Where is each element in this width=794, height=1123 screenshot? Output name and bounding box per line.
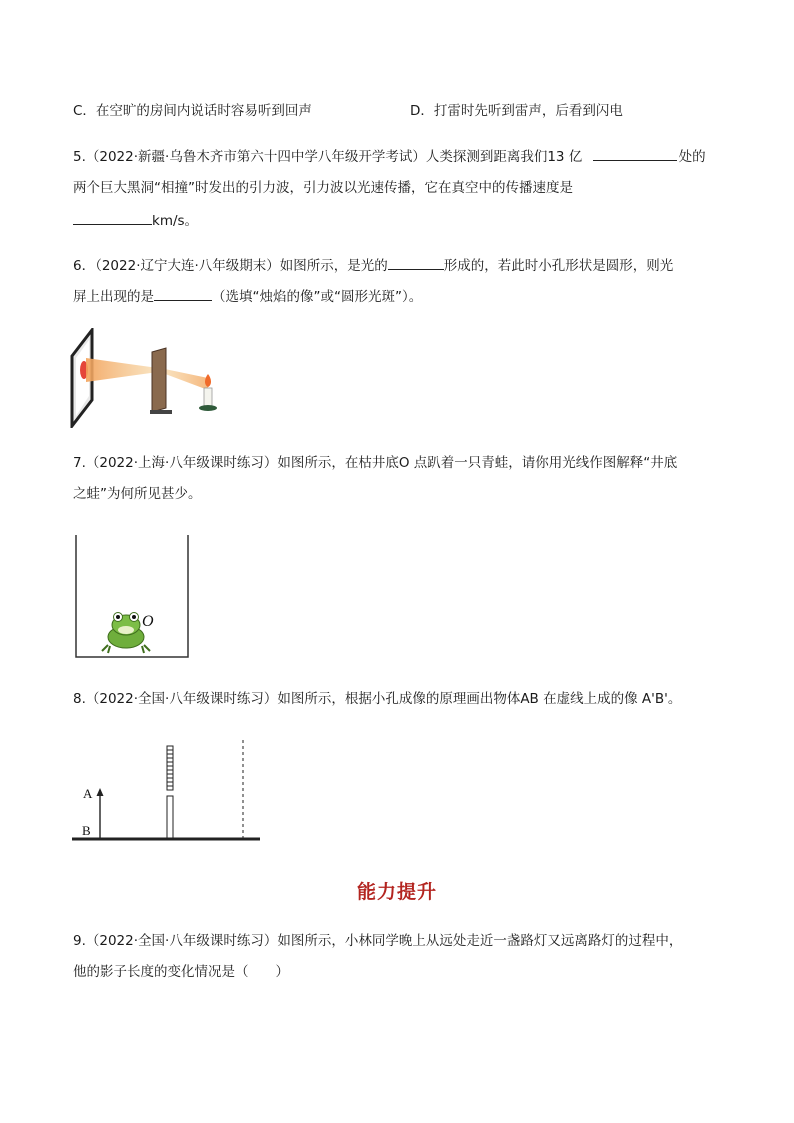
q9-line2: 他的影子长度的变化情况是（ ） [73,964,289,980]
q6-text-b: 形成的，若此时小孔形状是圆形，则光 [443,258,674,274]
q6-blank-2[interactable] [154,286,212,301]
option-d: D．打雷时先听到雷声，后看到闪电 [410,103,623,119]
q5-text-a: 5.（2022·新疆·乌鲁木齐市第六十四中学八年级开学考试）人类探测到距离我们13 亿 [73,149,583,165]
q5-line1 [73,146,706,167]
q6-text-a: 6．（2022·辽宁大连·八年级期末）如图所示，是光的 [73,258,388,274]
q5-unit: km/s。 [152,213,199,229]
q6-line1 [73,255,673,276]
q5-blank-1[interactable] [593,146,677,161]
section-title: 能力提升 [356,881,437,903]
point-o-label: O [142,613,154,630]
q5-blank-2[interactable] [73,210,152,225]
q6-line2 [73,286,422,307]
q6-text-c: 屏上出现的是 [73,289,154,305]
label-a: A [83,786,93,801]
q5-line2: 两个巨大黑洞“相撞”时发出的引力波，引力波以光速传播，它在真空中的传播速度是 [73,180,573,196]
option-c: C．在空旷的房间内说话时容易听到回声 [73,103,312,119]
q7-line2: 之蛙”为何所见甚少。 [73,486,202,502]
q7-line1: 7.（2022·上海·八年级课时练习）如图所示，在枯井底O 点趴着一只青蛙，请你用光线作图解释“井底 [73,455,678,471]
pinhole-imaging-figure [72,738,264,846]
candle [204,388,212,406]
q5-text-b: 处的 [678,149,706,165]
candle-flame [205,374,211,387]
light-beam-right [160,368,208,390]
pinhole-board [152,348,166,412]
q9-line1: 9.（2022·全国·八年级课时练习）如图所示，小林同学晚上从远处走近一盏路灯又远离路灯的过程中， [73,933,683,949]
q8-line1: 8.（2022·全国·八年级课时练习）如图所示，根据小孔成像的原理画出物体AB 在虚线上成的像 A'B'。 [73,691,682,707]
light-beam-left [86,358,158,382]
q5-line3 [73,210,198,231]
label-b: B [82,823,91,838]
pinhole-candle-figure [70,328,230,428]
well-frog-figure [74,533,192,661]
q6-text-d: （选填“烛焰的像”或“圆形光斑”）。 [212,289,423,305]
q6-blank-1[interactable] [388,255,444,270]
pinhole-barrier [167,746,173,838]
